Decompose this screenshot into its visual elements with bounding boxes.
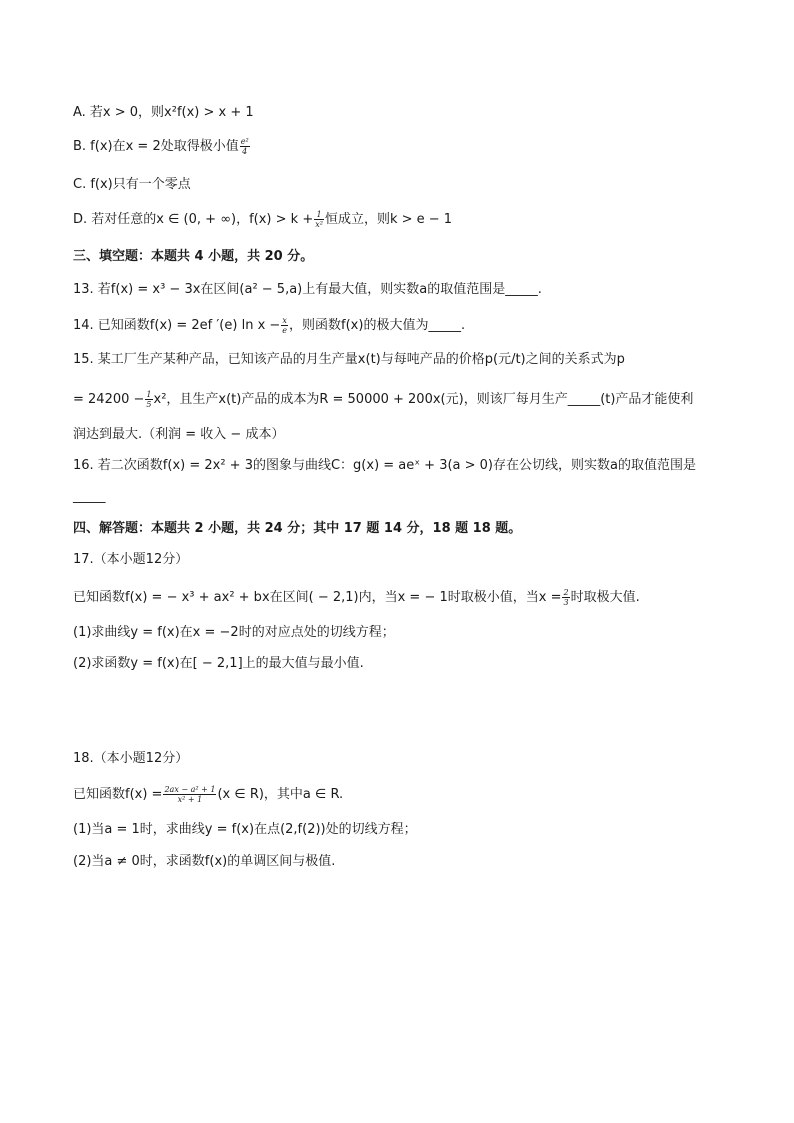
option-b: B. f(x)在x = 2处取得极小值 $\frac{\text{e²}}{4}$ xyxy=(73,137,249,156)
question-15-line2: = 24200 − $\frac{1}{5}$ x²，且生产x(t)产品的成本为R = 50000 + 200x(元)，则该厂每月生产_____(t)产品才能使利 xyxy=(73,390,694,409)
question-18-part2: (2)当a ≠ 0时，求函数f(x)的单调区间与极值. xyxy=(73,854,336,869)
option-c: C. f(x)只有一个零点 xyxy=(73,177,191,192)
section3-heading: 三、填空题：本题共 4 小题，共 20 分。 xyxy=(73,249,314,264)
question-18-fraction: $\frac{\text{2ax − a² + 1}}{\text{x² + 1}}$ xyxy=(164,785,216,804)
option-d-fraction: $\frac{1}{\text{x²}}$ xyxy=(315,210,323,229)
question-16-blank: _____ xyxy=(73,489,106,504)
question-18-part1: (1)当a = 1时，求曲线y = f(x)在点(2,f(2))处的切线方程； xyxy=(73,822,417,837)
question-18-title: 18.（本小题12分） xyxy=(73,751,189,766)
option-d: D. 若对任意的x ∈ (0, + ∞)，f(x) > k + $\frac{1}{\text{x²}}$ 恒成立，则k > e − 1 xyxy=(73,210,453,229)
question-15-fraction: $\frac{1}{5}$ xyxy=(146,390,152,409)
question-17-stem: 已知函数f(x) = − x³ + ax² + bx在区间( − 2,1)内，当x = − 1时取极小值，当x = $\frac{2}{3}$ 时取极大值. xyxy=(73,588,640,607)
question-17-fraction: $\frac{2}{3}$ xyxy=(563,588,569,607)
option-b-fraction: $\frac{\text{e²}}{4}$ xyxy=(240,137,249,156)
question-16-line1: 16. 若二次函数f(x) = 2x² + 3的图象与曲线C：g(x) = aeˣ + 3(a > 0)存在公切线，则实数a的取值范围是 xyxy=(73,458,696,473)
question-13: 13. 若f(x) = x³ − 3x在区间(a² − 5,a)上有最大值，则实数a的取值范围是_____. xyxy=(73,282,542,297)
question-17-part2: (2)求函数y = f(x)在[ − 2,1]上的最大值与最小值. xyxy=(73,656,364,671)
option-a: A. 若x > 0，则x²f(x) > x + 1 xyxy=(73,105,254,120)
question-18-stem: 已知函数f(x) = $\frac{\text{2ax − a² + 1}}{\text{x² + 1}}$ (x ∈ R)，其中a ∈ R. xyxy=(73,785,344,804)
section4-heading: 四、解答题：本题共 2 小题，共 24 分；其中 17 题 14 分，18 题 18 题。 xyxy=(73,521,522,536)
question-17-part1: (1)求曲线y = f(x)在x = −2时的对应点处的切线方程； xyxy=(73,625,395,640)
question-14-fraction: $\frac{x}{e}$ xyxy=(282,316,288,335)
question-14: 14. 已知函数f(x) = 2ef ′(e) ln x − $\frac{x}{e}$ ，则函数f(x)的极大值为_____. xyxy=(73,316,466,335)
question-15-line1: 15. 某工厂生产某种产品，已知该产品的月生产量x(t)与每吨产品的价格p(元/t)之间的关系式为p xyxy=(73,352,625,367)
question-15-line3: 润达到最大.（利润 = 收入 − 成本） xyxy=(73,427,285,442)
question-17-title: 17.（本小题12分） xyxy=(73,552,189,567)
